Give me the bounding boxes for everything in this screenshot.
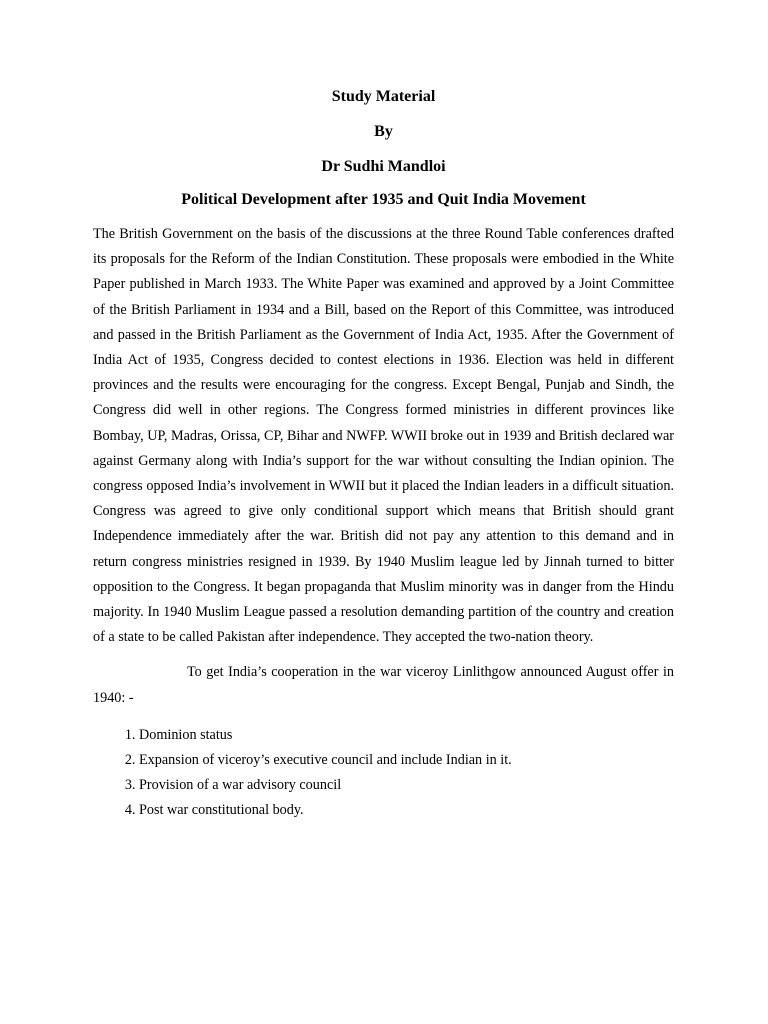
byline-label: By xyxy=(374,123,393,140)
list-item: 2. Expansion of viceroy’s executive council and include Indian in it. xyxy=(139,748,674,773)
list-item: 3. Provision of a war advisory council xyxy=(139,773,674,798)
august-offer-list xyxy=(93,723,674,824)
body-paragraph: The British Government on the basis of the discussions at the three Round Table conferences drafted its proposals for the Reform of the Indian Constitution. These proposals were embodied in the White Paper published in March 1933. The White Paper was examined and approved by a Joint Committee of the British Parliament in 1934 and a Bill, based on the Report of this Committee, was introduced and passed in the British Parliament as the Government of India Act, 1935. After the Government of India Act of 1935, Congress decided to contest elections in 1936. Election was held in different provinces and the results were encouraging for the congress. Except Bengal, Punjab and Sindh, the Congress did well in other regions. The Congress formed ministries in different provinces like Bombay, UP, Madras, Orissa, CP, Bihar and NWFP. WWII broke out in 1939 and British declared war against Germany along with India’s support for the war without consulting the Indian opinion. The congress opposed India’s involvement in WWII but it placed the Indian leaders in a difficult situation. Congress was agreed to give only conditional support which means that British should grant Independence immediately after the war. British did not pay any attention to this demand and in return congress ministries resigned in 1939. By 1940 Muslim league led by Jinnah turned to bitter opposition to the Congress. It began propaganda that Muslim minority was in danger from the Hindu majority. In 1940 Muslim League passed a resolution demanding partition of the country and creation of a state to be called Pakistan after independence. They accepted the two-nation theory. xyxy=(93,226,674,646)
document-page xyxy=(93,86,674,824)
topic-heading: Political Development after 1935 and Quit India Movement xyxy=(181,191,586,208)
list-item: 1. Dominion status xyxy=(139,723,674,748)
august-offer-intro: To get India’s cooperation in the war viceroy Linlithgow announced August offer in 1940: - xyxy=(93,664,674,706)
document-title: Study Material xyxy=(331,88,436,105)
list-item: 4. Post war constitutional body. xyxy=(139,798,674,823)
author-name: Dr Sudhi Mandloi xyxy=(321,158,446,175)
